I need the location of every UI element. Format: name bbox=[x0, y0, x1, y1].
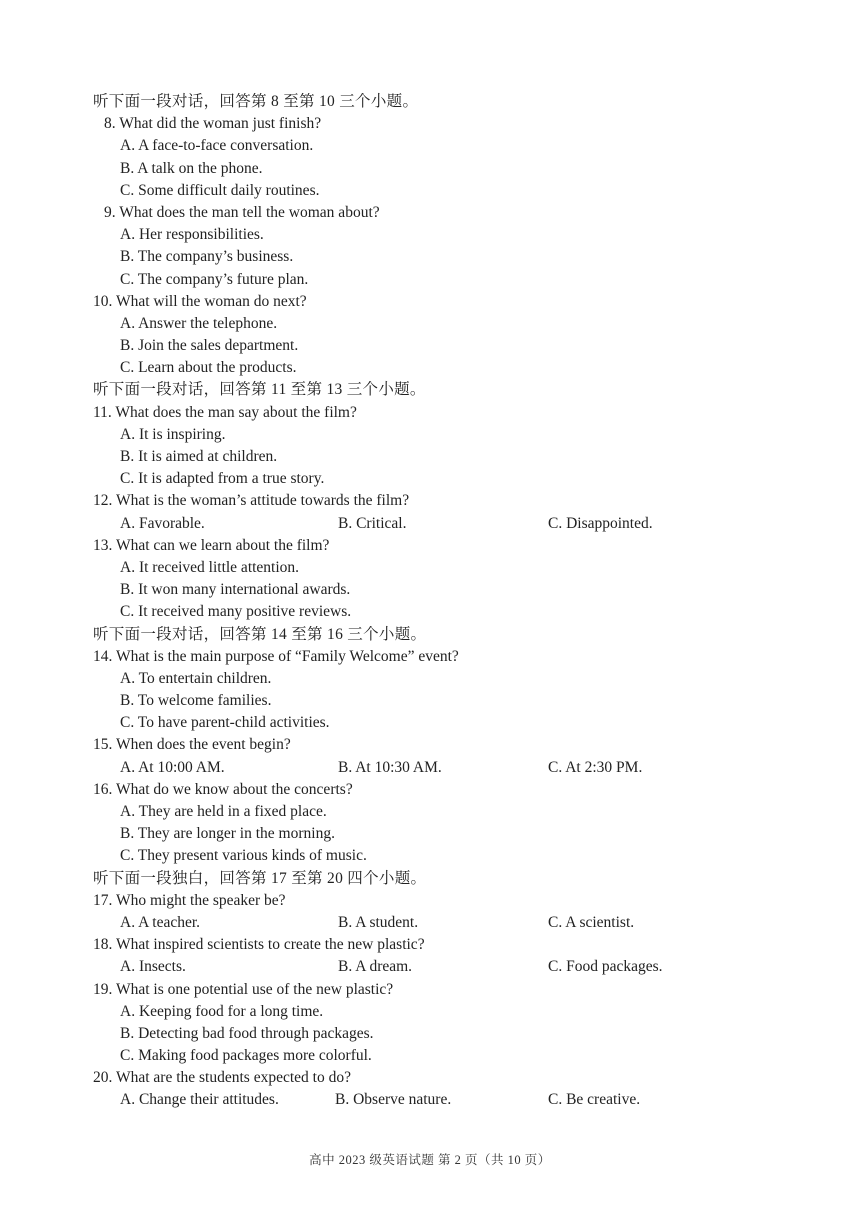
question-12-stem: 12. What is the woman’s attitude towards the film? bbox=[93, 492, 410, 510]
question-18-stem: 18. What inspired scientists to create the new plastic? bbox=[93, 936, 425, 954]
question-11-option-c: C. It is adapted from a true story. bbox=[120, 470, 325, 488]
question-16-stem: 16. What do we know about the concerts? bbox=[93, 780, 353, 798]
section-instruction-17-20: 听下面一段独白，回答第 17 至第 20 四个小题。 bbox=[93, 869, 427, 887]
question-14-option-c: C. To have parent-child activities. bbox=[120, 714, 330, 732]
question-17-option-b: B. A student. bbox=[338, 913, 419, 931]
question-17-options bbox=[93, 912, 793, 934]
question-17-option-c: C. A scientist. bbox=[548, 913, 635, 931]
question-14-stem: 14. What is the main purpose of “Family Welcome” event? bbox=[93, 647, 459, 665]
section-instruction-14-16: 听下面一段对话，回答第 14 至第 16 三个小题。 bbox=[93, 625, 427, 643]
section-instruction-8-10: 听下面一段对话，回答第 8 至第 10 三个小题。 bbox=[93, 93, 419, 110]
listening-section bbox=[93, 91, 793, 1112]
question-8-option-a: A. A face-to-face conversation. bbox=[120, 137, 314, 155]
question-20-option-a: A. Change their attitudes. bbox=[120, 1091, 279, 1109]
page-footer: 高中 2023 级英语试题 第 2 页（共 10 页） bbox=[309, 1153, 551, 1167]
question-20-stem: 20. What are the students expected to do? bbox=[93, 1069, 351, 1087]
question-17-option-a: A. A teacher. bbox=[120, 913, 201, 931]
question-14-option-a: A. To entertain children. bbox=[120, 669, 272, 687]
question-8-option-c: C. Some difficult daily routines. bbox=[120, 181, 320, 199]
question-15-option-c: C. At 2:30 PM. bbox=[548, 758, 643, 776]
question-10-option-c: C. Learn about the products. bbox=[120, 359, 297, 377]
question-18-option-c: C. Food packages. bbox=[548, 958, 663, 976]
question-11-option-b: B. It is aimed at children. bbox=[120, 448, 278, 465]
question-10-option-b: B. Join the sales department. bbox=[120, 337, 299, 355]
question-10-stem: 10. What will the woman do next? bbox=[93, 292, 307, 310]
question-15-options bbox=[93, 757, 793, 779]
question-20-option-c: C. Be creative. bbox=[548, 1091, 641, 1109]
question-8-stem: 8. What did the woman just finish? bbox=[104, 115, 322, 133]
question-9-stem: 9. What does the man tell the woman about? bbox=[104, 203, 380, 221]
question-10-option-a: A. Answer the telephone. bbox=[120, 314, 278, 332]
question-18-options bbox=[93, 956, 793, 978]
question-13-stem: 13. What can we learn about the film? bbox=[93, 536, 330, 554]
question-20-option-b: B. Observe nature. bbox=[335, 1091, 452, 1109]
question-16-option-a: A. They are held in a fixed place. bbox=[120, 803, 327, 820]
question-13-option-a: A. It received little attention. bbox=[120, 558, 300, 576]
question-11-option-a: A. It is inspiring. bbox=[120, 425, 226, 443]
question-20-options bbox=[93, 1089, 793, 1111]
question-13-option-b: B. It won many international awards. bbox=[120, 581, 351, 599]
question-12-option-a: A. Favorable. bbox=[120, 514, 205, 532]
section-instruction-11-13: 听下面一段对话，回答第 11 至第 13 三个小题。 bbox=[93, 381, 426, 399]
question-9-option-b: B. The company’s business. bbox=[120, 248, 294, 266]
question-19-stem: 19. What is one potential use of the new plastic? bbox=[93, 980, 394, 998]
question-15-option-a: A. At 10:00 AM. bbox=[120, 758, 225, 776]
question-17-stem: 17. Who might the speaker be? bbox=[93, 891, 286, 909]
question-9-option-a: A. Her responsibilities. bbox=[120, 226, 264, 244]
question-19-option-a: A. Keeping food for a long time. bbox=[120, 1002, 324, 1020]
question-14-option-b: B. To welcome families. bbox=[120, 692, 272, 710]
question-18-option-a: A. Insects. bbox=[120, 958, 186, 976]
question-9-option-c: C. The company’s future plan. bbox=[120, 270, 309, 288]
question-12-option-c: C. Disappointed. bbox=[548, 514, 653, 532]
question-15-stem: 15. When does the event begin? bbox=[93, 736, 291, 754]
question-16-option-c: C. They present various kinds of music. bbox=[120, 847, 367, 865]
question-18-option-b: B. A dream. bbox=[338, 958, 413, 976]
question-16-option-b: B. They are longer in the morning. bbox=[120, 825, 335, 843]
question-8-option-b: B. A talk on the phone. bbox=[120, 159, 263, 177]
question-19-option-b: B. Detecting bad food through packages. bbox=[120, 1024, 374, 1042]
question-11-stem: 11. What does the man say about the film? bbox=[93, 403, 357, 421]
question-12-options bbox=[93, 513, 793, 535]
question-12-option-b: B. Critical. bbox=[338, 514, 407, 532]
question-19-option-c: C. Making food packages more colorful. bbox=[120, 1047, 372, 1065]
question-15-option-b: B. At 10:30 AM. bbox=[338, 758, 442, 776]
question-13-option-c: C. It received many positive reviews. bbox=[120, 603, 352, 621]
